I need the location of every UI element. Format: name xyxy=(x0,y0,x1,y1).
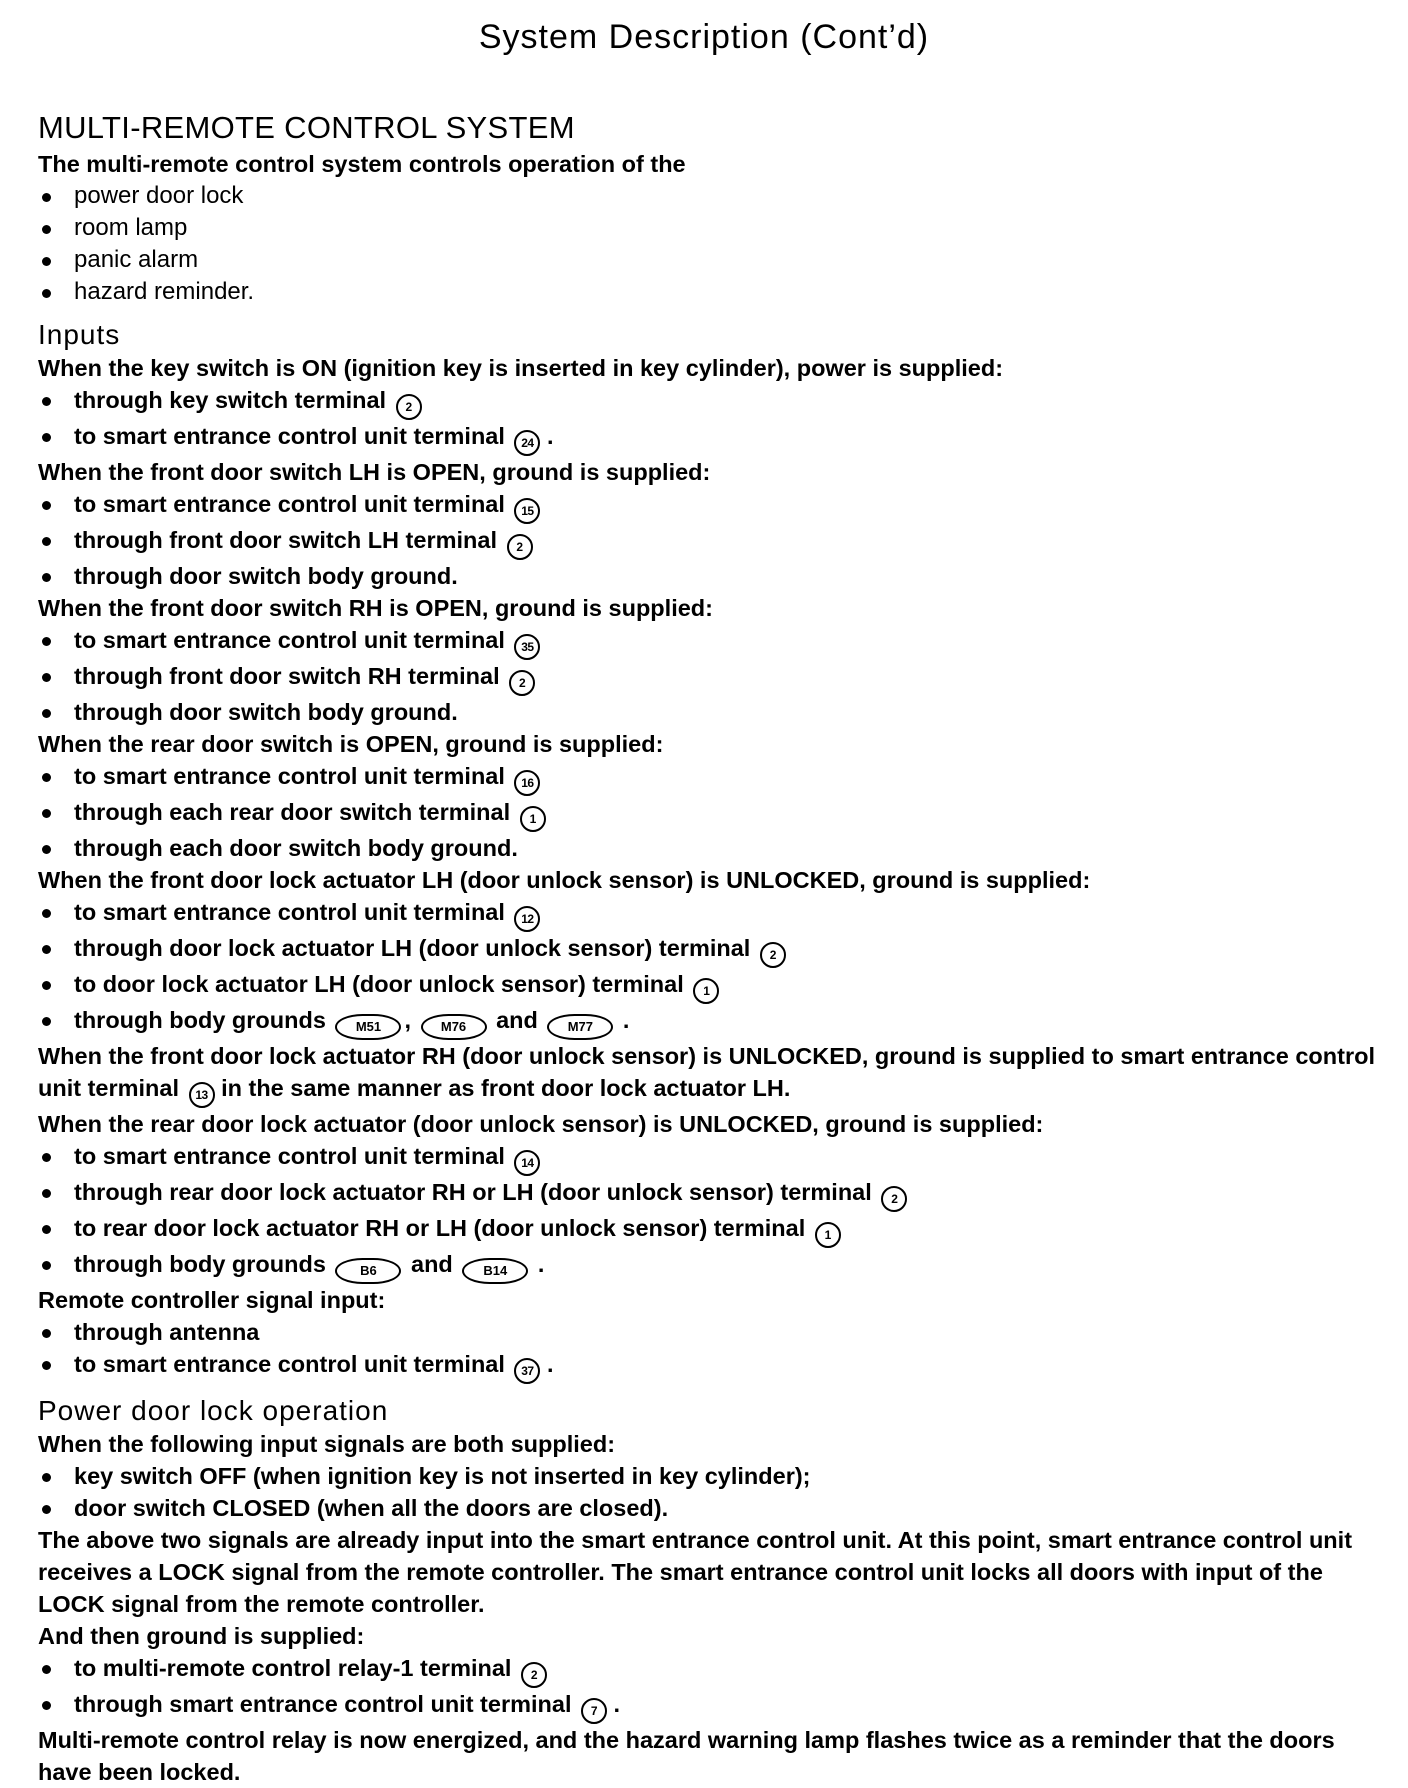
terminal-number: 2 xyxy=(521,1662,547,1688)
ground-symbol: B14 xyxy=(462,1258,528,1284)
terminal-number: 14 xyxy=(514,1150,540,1176)
text-line: When the front door switch RH is OPEN, ground is supplied: xyxy=(38,595,713,621)
terminal-number: 35 xyxy=(514,634,540,660)
list-item: to smart entrance control unit terminal 12 xyxy=(38,896,1378,932)
terminal-number: 2 xyxy=(507,534,533,560)
list-item: through each door switch body ground. xyxy=(38,832,1378,864)
list-item: to smart entrance control unit terminal 14 xyxy=(38,1140,1378,1176)
text-paragraph: The above two signals are already input into the smart entrance control unit. At this point, smart entrance control unit receives a LOCK signal from the remote controller. The smart entrance control unit locks all doors with input of the LOCK signal from the remote controller. xyxy=(38,1527,1353,1617)
ground-symbol: B6 xyxy=(335,1258,401,1284)
ground-symbol: M76 xyxy=(421,1014,487,1040)
list-item: power door lock xyxy=(38,180,1378,212)
terminal-number: 1 xyxy=(815,1222,841,1248)
text-line: And then ground is supplied: xyxy=(38,1623,365,1649)
inputs-heading: Inputs xyxy=(38,319,121,350)
list-item: key switch OFF (when ignition key is not inserted in key cylinder); xyxy=(38,1460,1378,1492)
terminal-number: 13 xyxy=(189,1082,215,1108)
list-item: door switch CLOSED (when all the doors are closed). xyxy=(38,1492,1378,1524)
terminal-number: 37 xyxy=(514,1358,540,1384)
list-item: to smart entrance control unit terminal 16 xyxy=(38,760,1378,796)
text-line: When the following input signals are both supplied: xyxy=(38,1431,616,1457)
terminal-number: 24 xyxy=(514,430,540,456)
terminal-number: 2 xyxy=(881,1186,907,1212)
list-item: to smart entrance control unit terminal 35 xyxy=(38,624,1378,660)
text-paragraph: When the front door lock actuator RH (door unlock sensor) is UNLOCKED, ground is supplied to smart entrance control unit terminal 13 in the same manner as front door lock actuator LH. xyxy=(38,1040,1378,1108)
text-line: When the key switch is ON (ignition key is inserted in key cylinder), power is supplied: xyxy=(38,355,1004,381)
list-item: to smart entrance control unit terminal 24 . xyxy=(38,420,1378,456)
page-title: System Description (Cont’d) xyxy=(478,18,930,56)
list-item: to smart entrance control unit terminal 15 xyxy=(38,488,1378,524)
text-line: Remote controller signal input: xyxy=(38,1287,386,1313)
list-item: through key switch terminal 2 xyxy=(38,384,1378,420)
terminal-number: 1 xyxy=(520,806,546,832)
page-content xyxy=(38,108,1378,1788)
terminal-number: 2 xyxy=(509,670,535,696)
list-item: hazard reminder. xyxy=(38,276,1378,308)
list-item: room lamp xyxy=(38,212,1378,244)
ground-symbol: M51 xyxy=(335,1014,401,1040)
section-heading: MULTI-REMOTE CONTROL SYSTEM xyxy=(38,110,575,145)
power-door-lock-heading: Power door lock operation xyxy=(38,1395,389,1426)
list-item: to door lock actuator LH (door unlock sensor) terminal 1 xyxy=(38,968,1378,1004)
terminal-number: 2 xyxy=(760,942,786,968)
list-item: to rear door lock actuator RH or LH (door unlock sensor) terminal 1 xyxy=(38,1212,1378,1248)
list-item: panic alarm xyxy=(38,244,1378,276)
terminal-number: 16 xyxy=(514,770,540,796)
ground-symbol: M77 xyxy=(547,1014,613,1040)
list-item: through body grounds B6 and B14 . xyxy=(38,1248,1378,1284)
text-line: When the front door lock actuator LH (door unlock sensor) is UNLOCKED, ground is supplied: xyxy=(38,867,1091,893)
text-line: When the front door switch LH is OPEN, ground is supplied: xyxy=(38,459,711,485)
list-item: to smart entrance control unit terminal 37 . xyxy=(38,1348,1378,1384)
text-paragraph: Multi-remote control relay is now energized, and the hazard warning lamp flashes twice as a reminder that the doors have been locked. xyxy=(38,1727,1335,1785)
list-item: through each rear door switch terminal 1 xyxy=(38,796,1378,832)
terminal-number: 7 xyxy=(581,1698,607,1724)
list-item: through door switch body ground. xyxy=(38,696,1378,728)
list-item: through door switch body ground. xyxy=(38,560,1378,592)
list-item: through front door switch LH terminal 2 xyxy=(38,524,1378,560)
terminal-number: 2 xyxy=(396,394,422,420)
text-line: When the rear door switch is OPEN, ground is supplied: xyxy=(38,731,664,757)
list-item: through rear door lock actuator RH or LH (door unlock sensor) terminal 2 xyxy=(38,1176,1378,1212)
text-line: When the rear door lock actuator (door unlock sensor) is UNLOCKED, ground is supplied: xyxy=(38,1111,1044,1137)
section-intro: The multi-remote control system controls operation of the xyxy=(38,151,686,177)
list-item: through smart entrance control unit terminal 7 . xyxy=(38,1688,1378,1724)
list-item: through body grounds M51 , M76 and M77 . xyxy=(38,1004,1378,1040)
list-item: through front door switch RH terminal 2 xyxy=(38,660,1378,696)
terminal-number: 15 xyxy=(514,498,540,524)
list-item: through door lock actuator LH (door unlock sensor) terminal 2 xyxy=(38,932,1378,968)
terminal-number: 1 xyxy=(693,978,719,1004)
list-item: to multi-remote control relay-1 terminal 2 xyxy=(38,1652,1378,1688)
terminal-number: 12 xyxy=(514,906,540,932)
list-item: through antenna xyxy=(38,1316,1378,1348)
